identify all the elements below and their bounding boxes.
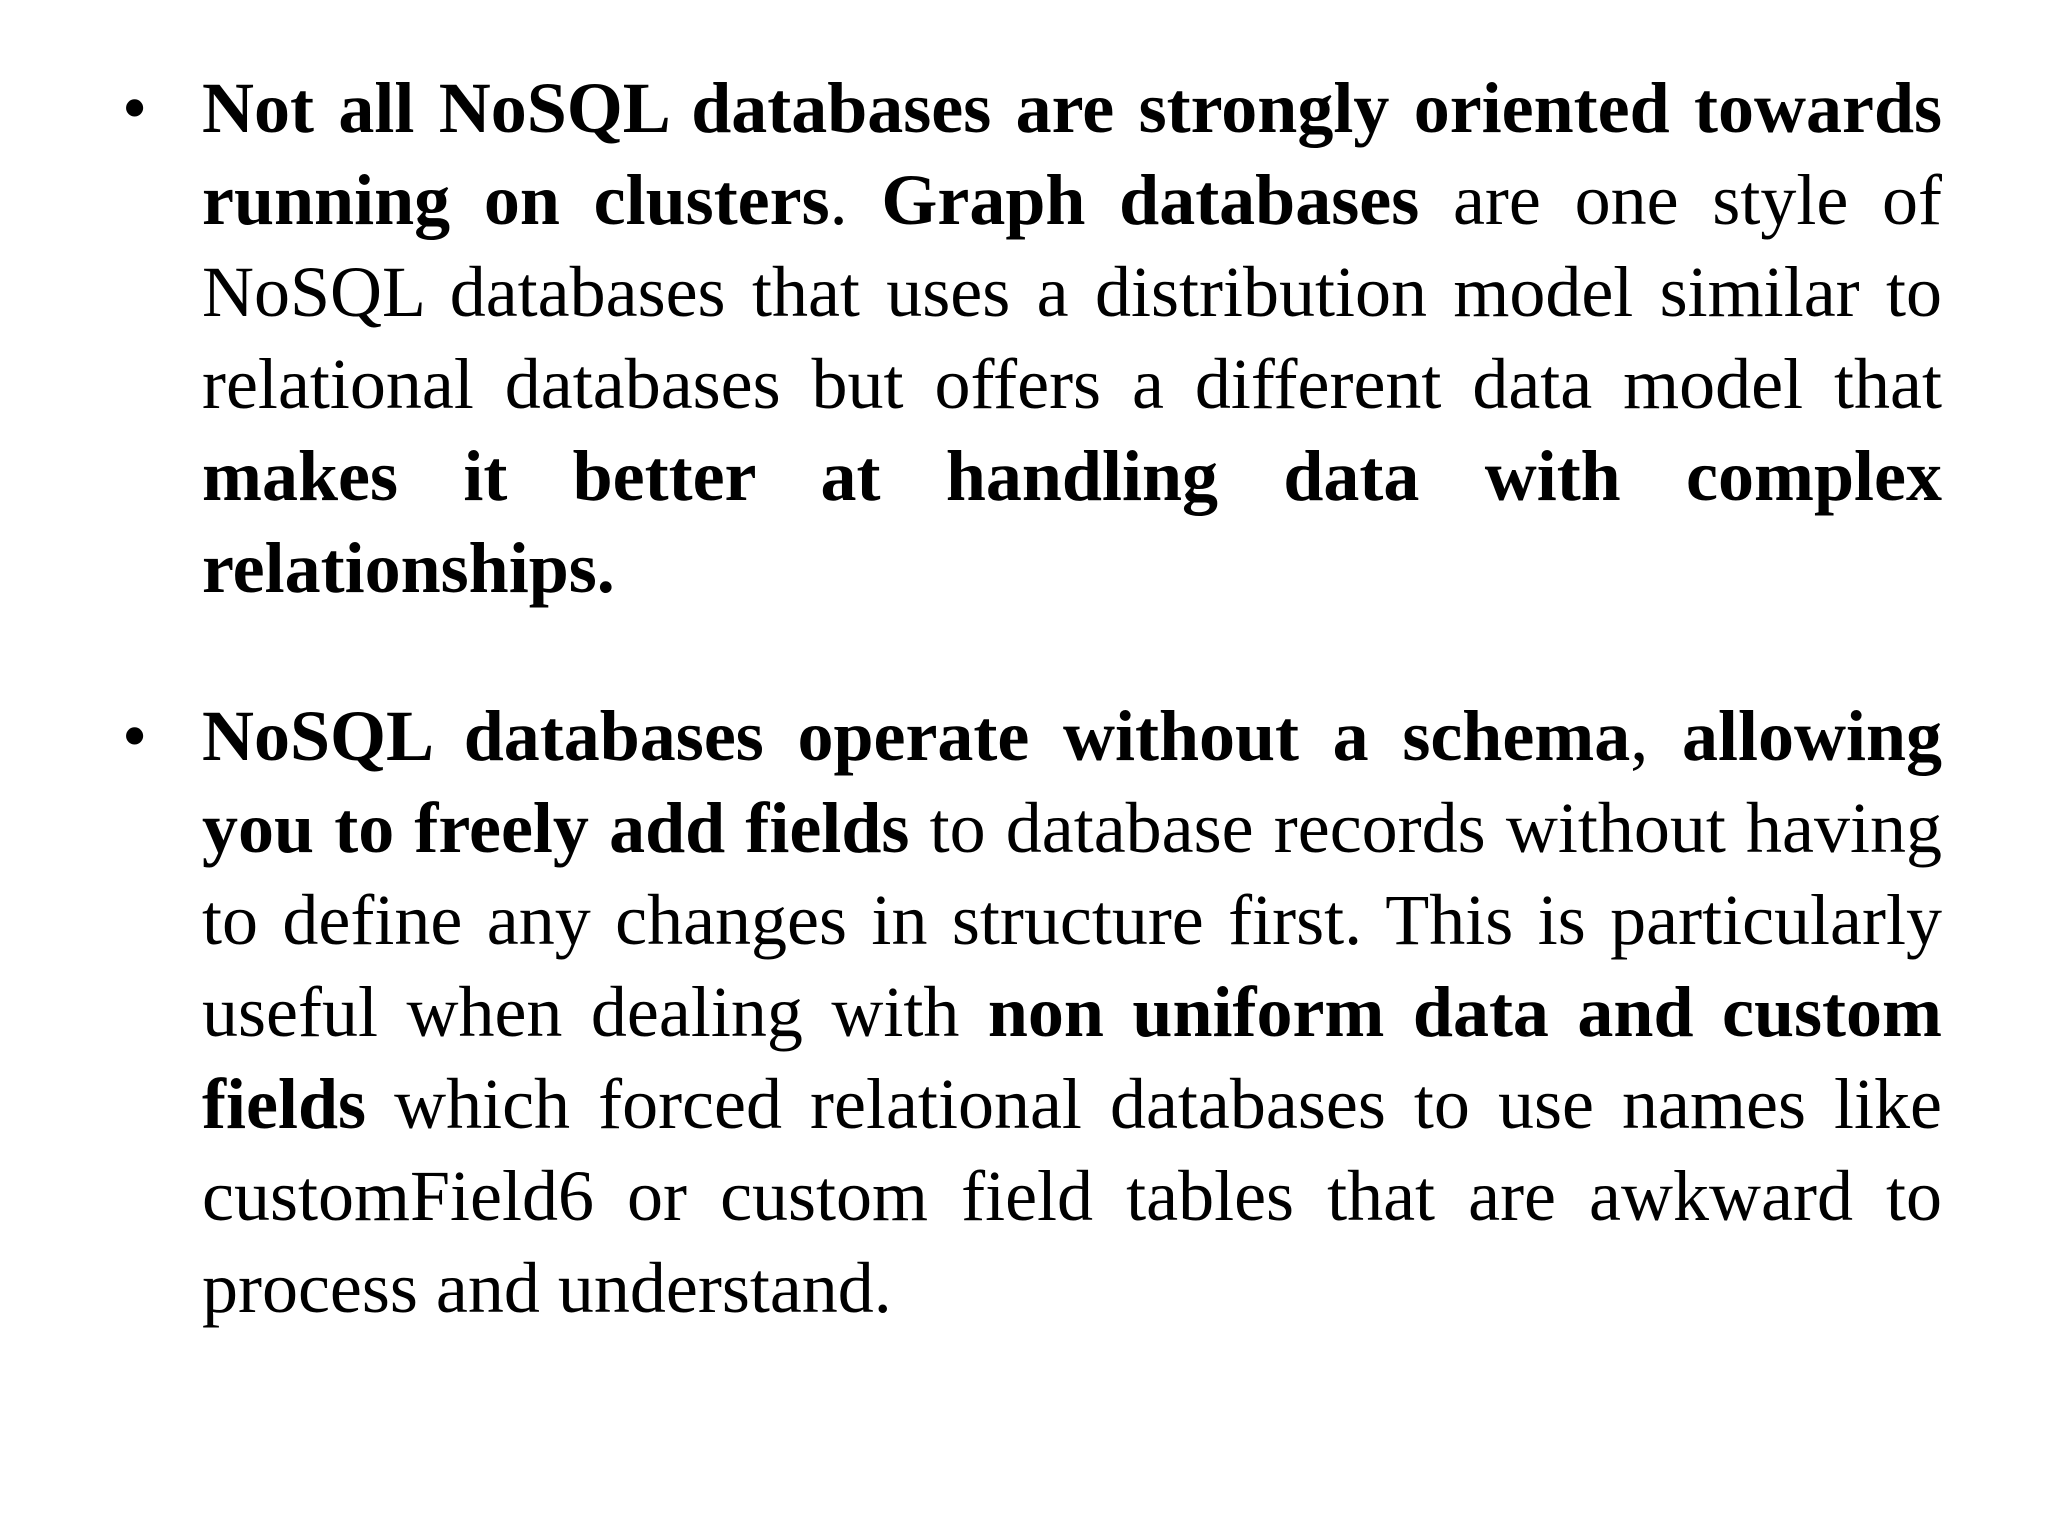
- body-text: ,: [1630, 696, 1682, 776]
- bullet-list: [0, 62, 2048, 1410]
- emphasis-text: Not all NoSQL databases are strongly oriented towards running on clusters: [202, 68, 1942, 240]
- emphasis-text: allowing you to freely add fields: [202, 696, 1942, 868]
- body-text: to database records without having to define any changes in structure first. This is particularly useful when dealing with: [202, 788, 1942, 1052]
- body-text: are one style of NoSQL databases that uses a distribution model similar to relational databases but offers a different data model that: [202, 160, 1943, 424]
- emphasis-text: non uniform data and custom fields: [202, 972, 1942, 1144]
- bullet-text: [202, 62, 1942, 614]
- emphasis-text: makes it better at handling data with complex relationships.: [202, 436, 1942, 608]
- bullet-item-cluster-orientation: [0, 62, 2048, 614]
- bullet-marker: •: [122, 68, 148, 148]
- body-text: which forced relational databases to use names like customField6 or custom field tables that are awkward to process and understand.: [202, 1064, 1942, 1328]
- body-text: .: [829, 160, 882, 240]
- emphasis-text: NoSQL databases operate without a schema: [202, 696, 1631, 776]
- emphasis-text: Graph databases: [881, 160, 1420, 240]
- bullet-marker: •: [122, 696, 148, 776]
- bullet-item-schemaless: [0, 690, 2048, 1334]
- bullet-text: [202, 690, 1942, 1334]
